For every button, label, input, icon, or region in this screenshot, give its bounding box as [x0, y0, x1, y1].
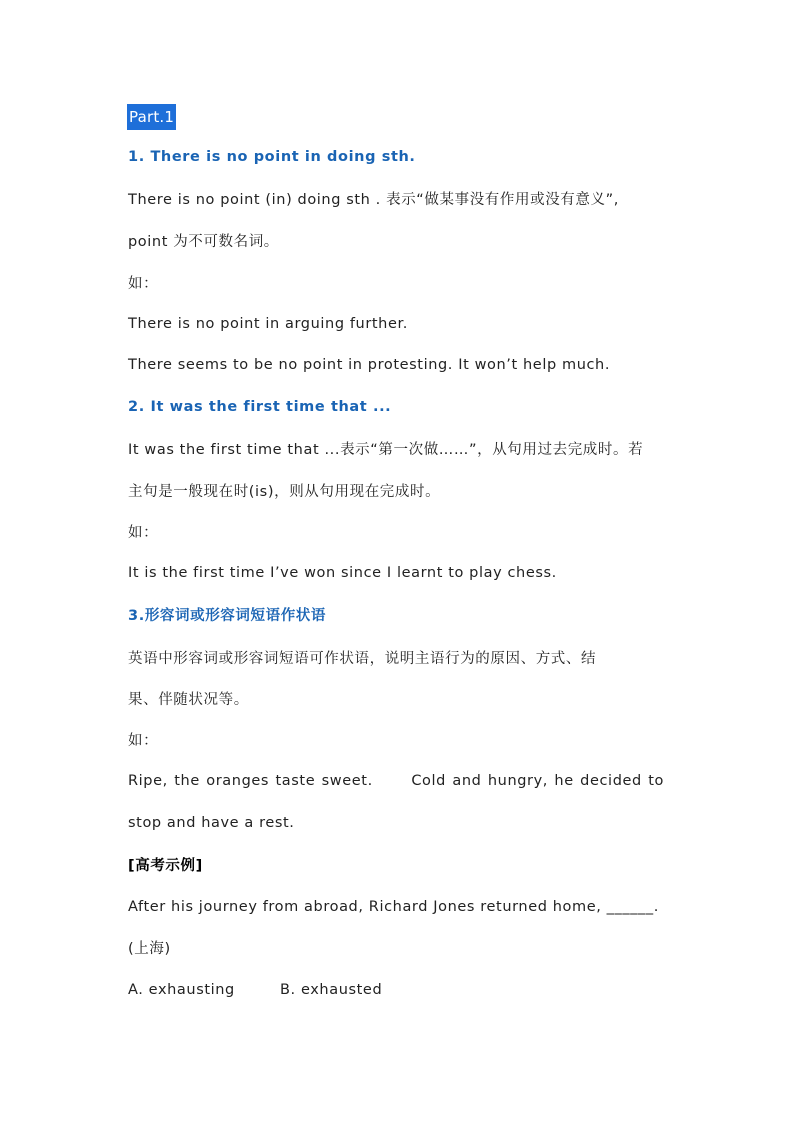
section1-heading: 1. There is no point in doing sth. [128, 149, 416, 165]
section3-heading-text: 形容词或形容词短语作状语 [144, 608, 327, 624]
section2-example1: It is the first time I’ve won since I learnt to play chess. [128, 565, 557, 581]
section3-heading-number: 3. [128, 608, 145, 624]
section3-example-line2: stop and have a rest. [128, 815, 295, 831]
exam-label: [高考示例] [128, 858, 203, 874]
section1-explanation-line2: point 为不可数名词。 [128, 234, 279, 250]
section1-example1: There is no point in arguing further. [128, 316, 408, 332]
exam-option-b: B. exhausted [280, 982, 383, 998]
section3-explanation-line1: 英语中形容词或形容词短语可作状语，说明主语行为的原因、方式、结 [128, 651, 597, 667]
section3-example-line1: Ripe, the oranges taste sweet. Cold and hungry, he decided to [128, 773, 664, 789]
section3-example-label: 如： [128, 733, 159, 749]
section2-explanation-line2: 主句是一般现在时(is)，则从句用现在完成时。 [128, 484, 441, 500]
section2-heading: 2. It was the first time that ... [128, 399, 392, 415]
section1-explanation-line1: There is no point (in) doing sth . 表示“做某事没有作用或没有意义”, [128, 192, 619, 208]
section2-example-label: 如： [128, 525, 159, 541]
section2-explanation-line1: It was the first time that ...表示“第一次做……”，从句用过去完成时。若 [128, 442, 644, 458]
section3-heading [128, 606, 326, 626]
exam-question-line1: After his journey from abroad, Richard Jones returned home, ______. [128, 899, 659, 915]
section3-explanation-line2: 果、伴随状况等。 [128, 692, 249, 708]
part-label: Part.1 [127, 104, 176, 130]
section1-example2: There seems to be no point in protesting. It won’t help much. [128, 357, 611, 373]
exam-option-a: A. exhausting [128, 982, 235, 998]
section1-example-label: 如： [128, 276, 159, 292]
exam-question-line2: (上海) [128, 941, 171, 957]
